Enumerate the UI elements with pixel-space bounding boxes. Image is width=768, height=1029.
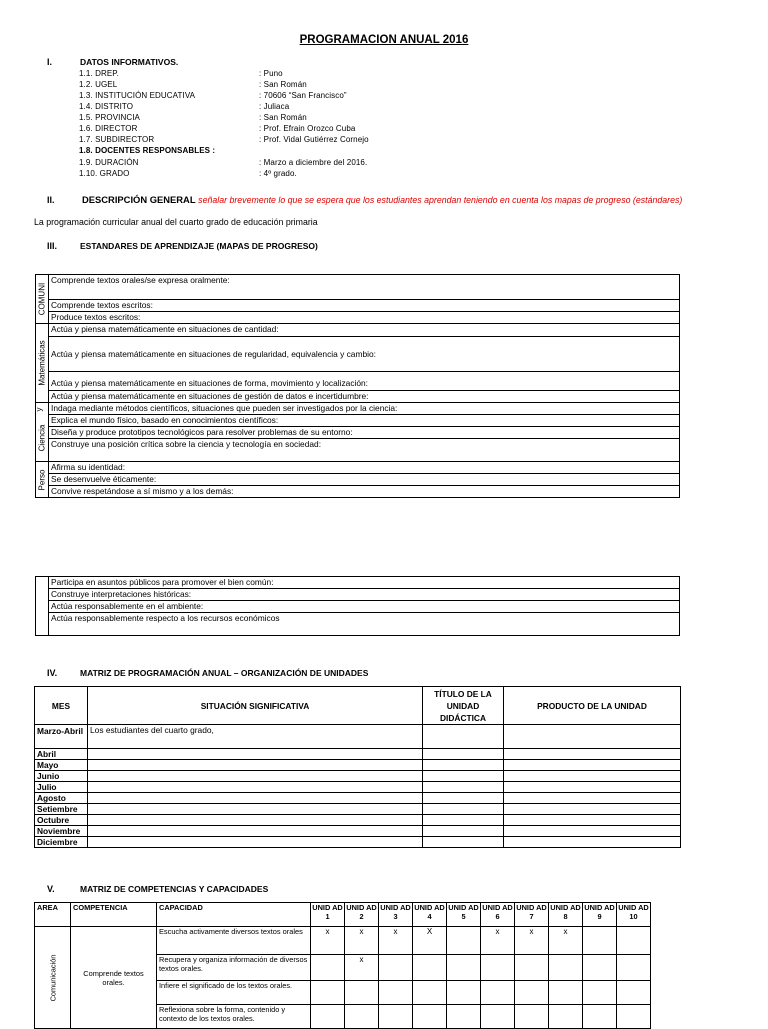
standard-item: Actúa y piensa matemáticamente en situaciones de cantidad: [49, 324, 680, 337]
month-cell: Abril [35, 749, 88, 760]
mark-cell [481, 981, 515, 1005]
info-row: 1.5. PROVINCIA : San Román [79, 113, 307, 122]
month-cell: Junio [35, 771, 88, 782]
mark-cell [481, 1005, 515, 1029]
competencia-cell: Comprende textos orales. [71, 927, 157, 1029]
mark-cell [549, 1005, 583, 1029]
section-3-title: ESTANDARES DE APRENDIZAJE (MAPAS DE PROGRESO) [80, 241, 318, 251]
standard-item: Diseña y produce prototipos tecnológicos para resolver problemas de su entorno: [49, 427, 680, 439]
section-3-number: III. [47, 241, 58, 251]
mark-cell [311, 955, 345, 981]
product-cell [504, 793, 681, 804]
info-row: 1.6. DIRECTOR : Prof. Efrain Orozco Cuba [79, 124, 356, 133]
competencies-table [34, 902, 651, 1029]
situation-cell [88, 749, 423, 760]
mark-cell [379, 1005, 413, 1029]
info-row: 1.2. UGEL : San Román [79, 80, 307, 89]
standard-row [36, 486, 680, 498]
month-cell: Diciembre [35, 837, 88, 848]
mark-cell [413, 955, 447, 981]
units-row [35, 793, 681, 804]
area-label-ciencia: Ciencia y [36, 403, 49, 462]
area-label-comunicacion: COMUNI [36, 275, 49, 324]
mark-cell [379, 955, 413, 981]
info-row: 1.1. DREP. : Puno [79, 69, 283, 78]
units-row [35, 837, 681, 848]
mark-cell [583, 927, 617, 955]
header-unit: UNID AD 10 [617, 903, 651, 927]
mark-cell: X [413, 927, 447, 955]
header-unit: UNID AD 7 [515, 903, 549, 927]
month-cell: Setiembre [35, 804, 88, 815]
header-unit: UNID AD 2 [345, 903, 379, 927]
area-label-matematicas: Matemáticas [36, 324, 49, 403]
standard-row [36, 372, 680, 391]
mark-cell [583, 955, 617, 981]
standard-row [36, 312, 680, 324]
mark-cell [413, 1005, 447, 1029]
header-unit: UNID AD 8 [549, 903, 583, 927]
units-row [35, 826, 681, 837]
section-4-title: MATRIZ DE PROGRAMACIÓN ANUAL – ORGANIZACIÓN DE UNIDADES [80, 668, 369, 678]
mark-cell [617, 981, 651, 1005]
info-row: 1.9. DURACIÓN : Marzo a diciembre del 2016. [79, 158, 368, 167]
area-label-personal: Perso [36, 462, 49, 498]
title-cell [423, 793, 504, 804]
standard-row [36, 613, 680, 636]
situation-cell [88, 815, 423, 826]
mark-cell [379, 981, 413, 1005]
product-cell [504, 760, 681, 771]
header-area: AREA [35, 903, 71, 927]
area-cell: Comunicación [35, 927, 71, 1029]
standard-row [36, 391, 680, 403]
title-cell [423, 760, 504, 771]
mark-cell [515, 1005, 549, 1029]
section-2-number: II. [47, 195, 55, 205]
mark-cell [447, 1005, 481, 1029]
section-5-number: V. [47, 884, 55, 894]
mark-cell: x [379, 927, 413, 955]
standard-row [36, 275, 680, 300]
mark-cell [413, 981, 447, 1005]
section-1-number: I. [47, 57, 53, 67]
standard-row [36, 427, 680, 439]
standard-row [36, 577, 680, 589]
info-row: 1.8. DOCENTES RESPONSABLES : [79, 146, 216, 155]
month-cell: Julio [35, 782, 88, 793]
info-row: 1.10. GRADO : 4º grado. [79, 169, 297, 178]
mark-cell: x [311, 927, 345, 955]
standard-item: Actúa y piensa matemáticamente en situaciones de regularidad, equivalencia y cambio: [49, 337, 680, 372]
title-cell [423, 837, 504, 848]
section-4-number: IV. [47, 668, 58, 678]
units-row [35, 782, 681, 793]
mark-cell [447, 981, 481, 1005]
product-cell [504, 837, 681, 848]
standard-row [36, 474, 680, 486]
mark-cell [447, 955, 481, 981]
standard-item: Actúa responsablemente en el ambiente: [49, 601, 680, 613]
mark-cell [481, 955, 515, 981]
title-cell [423, 804, 504, 815]
situation-cell: Los estudiantes del cuarto grado, [88, 725, 423, 749]
title-cell [423, 826, 504, 837]
title-cell [423, 782, 504, 793]
standard-item: Actúa responsablemente respecto a los recursos económicos [49, 613, 680, 636]
standard-row [36, 589, 680, 601]
standard-item: Actúa y piensa matemáticamente en situaciones de gestión de datos e incertidumbre: [49, 391, 680, 403]
units-row [35, 771, 681, 782]
capacidad-cell: Reflexiona sobre la forma, contenido y contexto de los textos orales. [157, 1005, 311, 1029]
standard-item: Comprende textos escritos: [49, 300, 680, 312]
standard-item: Produce textos escritos: [49, 312, 680, 324]
units-header-row [35, 687, 681, 725]
mark-cell [515, 981, 549, 1005]
standard-item: Convive respetándose a sí mismo y a los demás: [49, 486, 680, 498]
mark-cell: x [549, 927, 583, 955]
header-mes: MES [35, 687, 88, 725]
standard-item: Actúa y piensa matemáticamente en situaciones de forma, movimiento y localización: [49, 372, 680, 391]
standard-item: Afirma su identidad: [49, 462, 680, 474]
header-unit: UNID AD 1 [311, 903, 345, 927]
mark-cell: x [515, 927, 549, 955]
standard-item: Participa en asuntos públicos para promover el bien común: [49, 577, 680, 589]
comp-header-row [35, 903, 651, 927]
product-cell [504, 725, 681, 749]
product-cell [504, 815, 681, 826]
standard-item: Se desenvuelve éticamente: [49, 474, 680, 486]
description-text: La programación curricular anual del cuarto grado de educación primaria [34, 217, 318, 227]
mark-cell: x [481, 927, 515, 955]
units-row [35, 815, 681, 826]
header-unit: UNID AD 9 [583, 903, 617, 927]
header-capacidad: CAPACIDAD [157, 903, 311, 927]
section-1-title: DATOS INFORMATIVOS. [80, 57, 179, 67]
header-competencia: COMPETENCIA [71, 903, 157, 927]
situation-cell [88, 760, 423, 771]
mark-cell [617, 1005, 651, 1029]
units-row [35, 760, 681, 771]
header-unit: UNID AD 4 [413, 903, 447, 927]
standard-item: Comprende textos orales/se expresa oralmente: [49, 275, 680, 300]
mark-cell [549, 981, 583, 1005]
mark-cell [311, 981, 345, 1005]
month-cell: Marzo-Abril [35, 725, 88, 749]
mark-cell [311, 1005, 345, 1029]
mark-cell [583, 1005, 617, 1029]
standard-row [36, 439, 680, 462]
info-row: 1.3. INSTITUCIÓN EDUCATIVA : 70606 “San Francisco” [79, 91, 347, 100]
product-cell [504, 782, 681, 793]
section-5-title: MATRIZ DE COMPETENCIAS Y CAPACIDADES [80, 884, 269, 894]
header-unit: UNID AD 6 [481, 903, 515, 927]
standard-row [36, 300, 680, 312]
standard-item: Explica el mundo físico, basado en conocimientos científicos: [49, 415, 680, 427]
units-row [35, 804, 681, 815]
situation-cell [88, 793, 423, 804]
standards-table [35, 274, 680, 498]
mark-cell: x [345, 927, 379, 955]
standard-item: Indaga mediante métodos científicos, situaciones que pueden ser investigados por la ciencia: [49, 403, 680, 415]
standard-row [36, 415, 680, 427]
section-2-heading [82, 194, 682, 205]
product-cell [504, 749, 681, 760]
product-cell [504, 826, 681, 837]
title-cell [423, 725, 504, 749]
mark-cell [617, 927, 651, 955]
header-situacion: SITUACIÓN SIGNIFICATIVA [88, 687, 423, 725]
capacidad-cell: Recupera y organiza información de diversos textos orales. [157, 955, 311, 981]
standard-row [36, 337, 680, 372]
title-cell [423, 749, 504, 760]
social-standards-table [35, 576, 680, 636]
standard-row [36, 403, 680, 415]
comp-row [35, 927, 651, 955]
section-2-hint: señalar brevemente lo que se espera que los estudiantes aprendan teniendo en cuenta los mapas de progreso (estándares) [198, 195, 683, 205]
mark-cell [617, 955, 651, 981]
units-table [34, 686, 681, 848]
situation-cell [88, 782, 423, 793]
standard-item: Construye interpretaciones históricas: [49, 589, 680, 601]
capacidad-cell: Escucha activamente diversos textos orales [157, 927, 311, 955]
month-cell: Octubre [35, 815, 88, 826]
mark-cell [515, 955, 549, 981]
mark-cell [345, 981, 379, 1005]
month-cell: Mayo [35, 760, 88, 771]
info-row: 1.7. SUBDIRECTOR : Prof. Vidal Gutiérrez Cornejo [79, 135, 369, 144]
units-row [35, 725, 681, 749]
info-row: 1.4. DISTRITO : Juliaca [79, 102, 290, 111]
mark-cell [549, 955, 583, 981]
header-unit: UNID AD 5 [447, 903, 481, 927]
mark-cell [345, 1005, 379, 1029]
header-producto: PRODUCTO DE LA UNIDAD [504, 687, 681, 725]
situation-cell [88, 804, 423, 815]
section-2-title: DESCRIPCIÓN GENERAL [82, 194, 196, 205]
standard-row [36, 462, 680, 474]
page-title: PROGRAMACION ANUAL 2016 [299, 34, 469, 46]
mark-cell: x [345, 955, 379, 981]
capacidad-cell: Infiere el significado de los textos orales. [157, 981, 311, 1005]
month-cell: Agosto [35, 793, 88, 804]
header-unit: UNID AD 3 [379, 903, 413, 927]
product-cell [504, 804, 681, 815]
mark-cell [447, 927, 481, 955]
mark-cell [583, 981, 617, 1005]
situation-cell [88, 837, 423, 848]
area-label-social [36, 577, 49, 636]
standard-row [36, 601, 680, 613]
title-cell [423, 771, 504, 782]
title-cell [423, 815, 504, 826]
product-cell [504, 771, 681, 782]
situation-cell [88, 771, 423, 782]
month-cell: Noviembre [35, 826, 88, 837]
situation-cell [88, 826, 423, 837]
units-row [35, 749, 681, 760]
standard-item: Construye una posición crítica sobre la ciencia y tecnología en sociedad: [49, 439, 680, 462]
header-titulo: TÍTULO DE LA UNIDAD DIDÁCTICA [423, 687, 504, 725]
standard-row [36, 324, 680, 337]
